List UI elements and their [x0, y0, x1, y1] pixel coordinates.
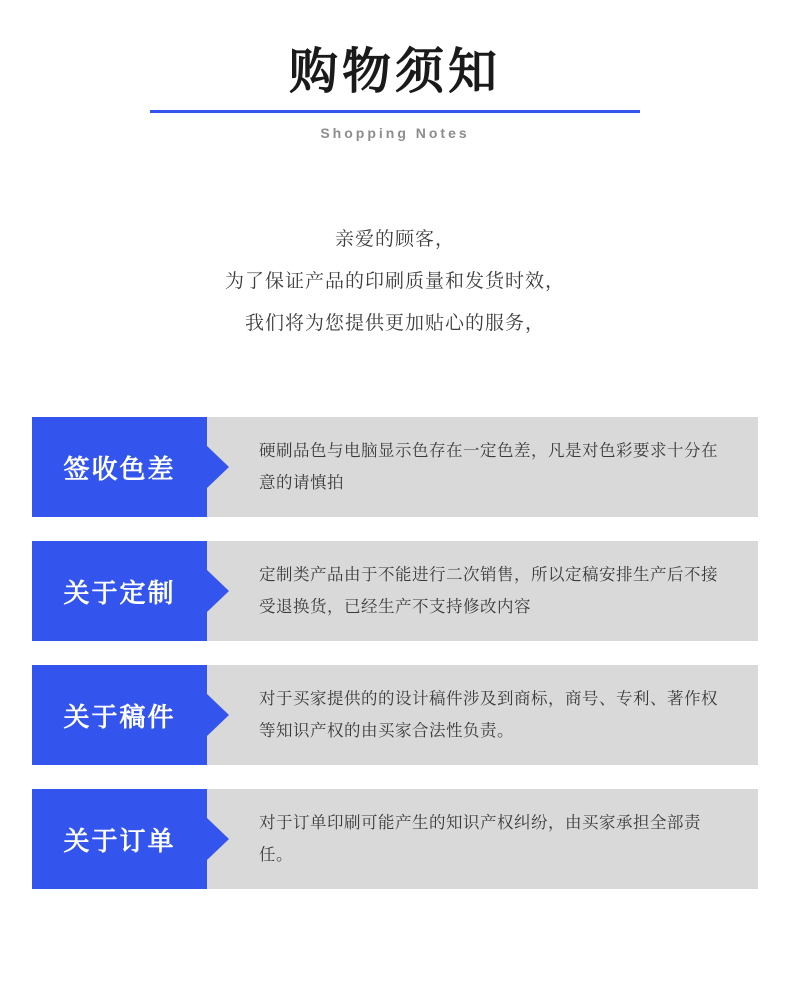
- note-row: [32, 541, 758, 641]
- note-label-customization: 关于定制: [32, 541, 207, 641]
- note-text: 对于订单印刷可能产生的知识产权纠纷，由买家承担全部责任。: [259, 814, 701, 865]
- page-header: [0, 0, 790, 141]
- note-body-customization: [207, 541, 758, 641]
- intro-line-2: 为了保证产品的印刷质量和发货时效，: [224, 271, 565, 293]
- note-row: [32, 665, 758, 765]
- note-text: 定制类产品由于不能进行二次销售，所以定稿安排生产后不接受退换货，已经生产不支持修改内容: [259, 566, 718, 617]
- note-row: [32, 417, 758, 517]
- intro-line-1: 亲爱的顾客，: [334, 229, 455, 251]
- note-body-artwork: [207, 665, 758, 765]
- note-body-color-difference: [207, 417, 758, 517]
- note-label-color-difference: 签收色差: [32, 417, 207, 517]
- page-title: 购物须知: [288, 45, 501, 99]
- intro-line-3: 我们将为您提供更加贴心的服务，: [244, 313, 545, 335]
- intro-block: [0, 219, 790, 345]
- page-subtitle: Shopping Notes: [320, 125, 470, 142]
- note-body-orders: [207, 789, 758, 889]
- note-row: [32, 789, 758, 889]
- note-label-orders: 关于订单: [32, 789, 207, 889]
- title-underline: [150, 110, 640, 113]
- notes-list: [0, 417, 790, 889]
- note-label-artwork: 关于稿件: [32, 665, 207, 765]
- note-text: 对于买家提供的的设计稿件涉及到商标，商号、专利、著作权等知识产权的由买家合法性负责。: [259, 690, 718, 741]
- note-text: 硬刷品色与电脑显示色存在一定色差，凡是对色彩要求十分在意的请慎拍: [259, 442, 718, 493]
